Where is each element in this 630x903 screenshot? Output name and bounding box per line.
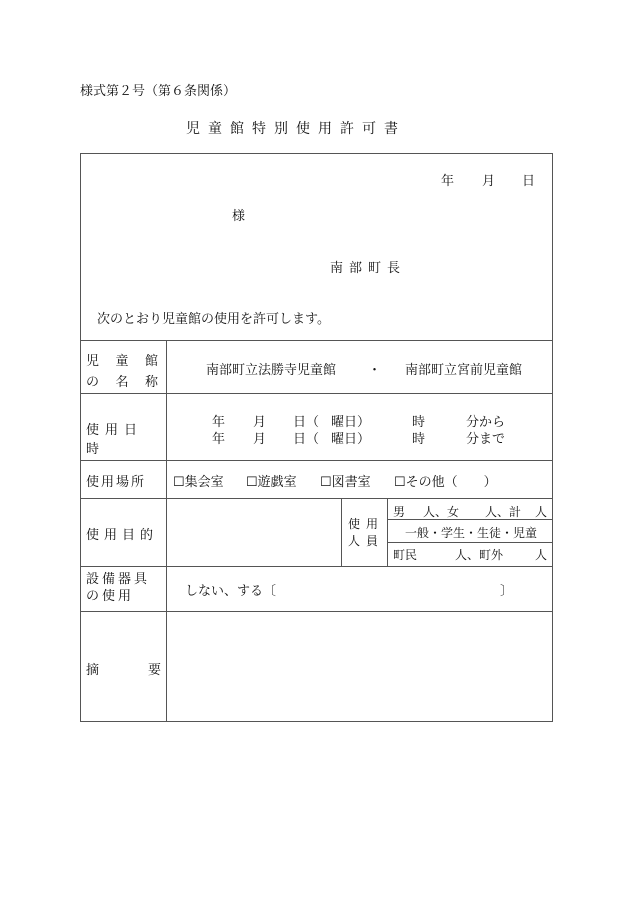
purpose-divider [341,498,342,566]
remarks-label-right: 要 [148,663,162,678]
facility-label-line1 [86,350,158,369]
facility-label-char: 名 [115,375,129,390]
start-hour: 時 [412,415,426,430]
facility-label [86,350,158,390]
facility-label-char: 童 [115,354,129,369]
border-bottom [80,721,553,722]
facility-option-hokkoji[interactable]: 南部町立法勝寺児童館 [206,363,337,378]
place-option-playroom[interactable]: ☐遊戯室 [246,475,297,490]
border-right [552,153,553,722]
place-label: 使用場所 [86,475,147,490]
users-category-row[interactable]: 一般・学生・生徒・児童 [405,526,538,540]
users-total-unit: 人 [535,505,548,519]
end-weekday: 曜日） [331,432,371,447]
document-title: 児童館特別使用許可書 [186,121,406,137]
start-weekday: 曜日） [331,415,371,430]
divider-equipment [80,611,553,612]
users-label-line1: 使用 [348,517,385,531]
purpose-label: 使用目的 [86,528,159,543]
start-month: 月 [253,415,267,430]
users-nonresident-unit: 人 [535,548,548,562]
end-day: 日（ [293,432,320,447]
users-female: 人、女 [423,505,460,519]
users-total: 人、計 [485,505,522,519]
facility-label-char: の [86,375,100,390]
divider-users-1 [387,519,553,520]
issuer-name: 南部町長 [330,261,407,276]
divider-facility [80,393,553,394]
equipment-label [86,571,158,605]
recipient-suffix: 様 [232,209,246,224]
users-divider [387,498,388,566]
facility-label-char: 児 [86,354,100,369]
start-day: 日（ [293,415,320,430]
equipment-close-bracket: 〕 [500,584,514,599]
permit-statement: 次のとおり児童館の使用を許可します。 [97,312,330,327]
label-column-divider [166,340,167,721]
users-resident: 町民 [393,548,418,562]
start-year: 年 [212,415,226,430]
remarks-field[interactable] [170,615,548,717]
date-month: 月 [482,174,496,189]
facility-label-char: 称 [144,375,158,390]
end-month: 月 [253,432,267,447]
users-label [348,516,385,550]
start-minute: 分から [466,415,506,430]
facility-label-line2 [86,371,158,390]
users-nonresident: 人、町外 [455,548,504,562]
divider-header [80,340,553,341]
divider-place [80,498,553,499]
divider-purpose [80,566,553,567]
border-left [80,153,81,722]
users-male: 男 [393,505,406,519]
datetime-label: 使用日時 [86,423,144,457]
equipment-label-line1: 設備器具 [86,572,151,587]
facility-option-miyamae[interactable]: 南部町立宮前児童館 [405,363,523,378]
divider-datetime [80,460,553,461]
facility-separator: ・ [368,363,382,378]
border-top [80,153,553,154]
end-hour: 時 [412,432,426,447]
divider-users-2 [387,542,553,543]
place-option-assembly[interactable]: ☐集会室 [173,475,224,490]
date-day: 日 [522,174,536,189]
remarks-label-left: 摘 [86,663,100,678]
facility-label-char: 館 [144,354,158,369]
equipment-label-line2: の使用 [86,589,135,604]
place-option-other[interactable]: ☐その他（ ） [394,475,497,490]
place-option-library[interactable]: ☐図書室 [320,475,371,490]
users-label-line2: 人員 [348,534,385,548]
form-number-label: 様式第２号（第６条関係） [80,84,237,99]
date-year: 年 [441,174,455,189]
end-minute: 分まで [466,432,506,447]
equipment-use-value[interactable]: しない、する〔 [185,584,277,599]
end-year: 年 [212,432,226,447]
